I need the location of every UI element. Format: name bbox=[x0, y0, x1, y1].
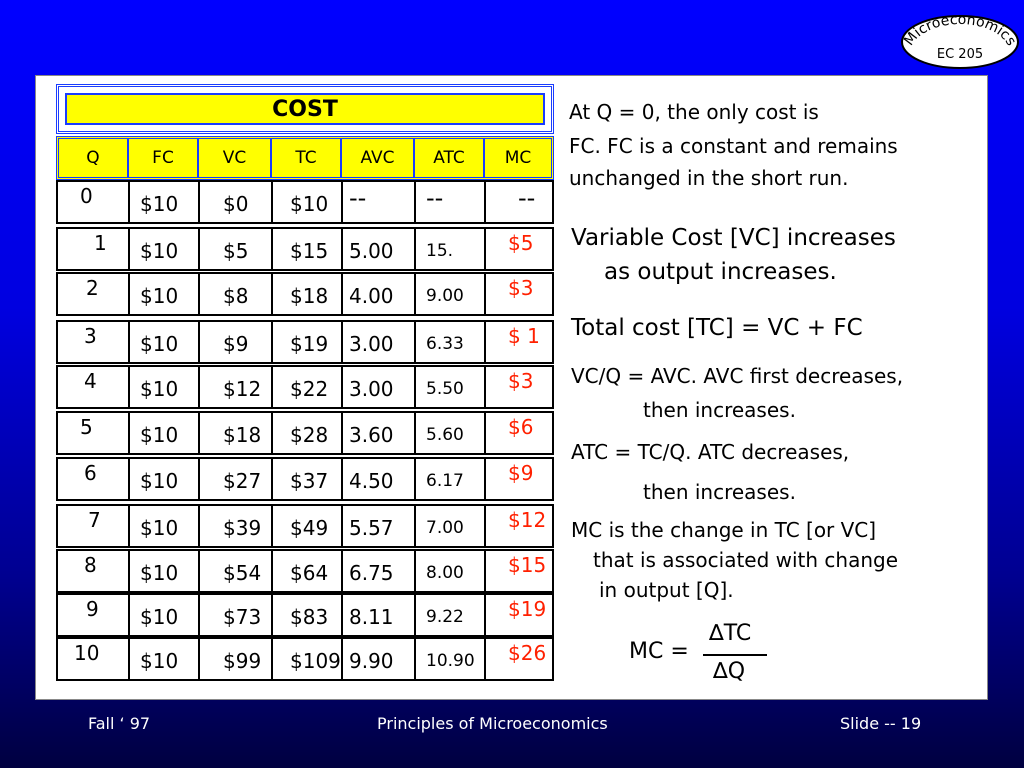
column-divider bbox=[484, 182, 486, 222]
cell-vc: $0 bbox=[223, 192, 249, 216]
column-divider bbox=[128, 367, 130, 407]
column-divider bbox=[271, 506, 273, 546]
cell-mc: $ 1 bbox=[508, 324, 540, 348]
cell-fc: $10 bbox=[140, 605, 179, 629]
table-header-row bbox=[56, 136, 554, 180]
table-row bbox=[56, 549, 554, 593]
column-divider bbox=[341, 595, 343, 635]
header-vc: VC bbox=[199, 139, 272, 177]
cell-atc: 15. bbox=[426, 241, 454, 261]
cell-atc: 9.22 bbox=[426, 607, 464, 627]
cell-mc: $3 bbox=[508, 369, 534, 393]
column-divider bbox=[271, 229, 273, 269]
cell-tc: $37 bbox=[290, 469, 329, 493]
cell-vc: $18 bbox=[223, 423, 262, 447]
column-divider bbox=[198, 322, 200, 362]
column-divider bbox=[341, 506, 343, 546]
column-divider bbox=[128, 595, 130, 635]
cell-vc: $73 bbox=[223, 605, 262, 629]
cell-fc: $10 bbox=[140, 469, 179, 493]
header-mc: MC bbox=[504, 148, 532, 168]
cell-atc: 9.00 bbox=[426, 286, 464, 306]
column-divider bbox=[198, 274, 200, 314]
cost-table bbox=[56, 80, 556, 680]
note-atc-line1: ATC = TC/Q. ATC decreases, bbox=[571, 440, 850, 464]
column-divider bbox=[414, 459, 416, 499]
cell-tc: $109 bbox=[290, 649, 341, 673]
column-divider bbox=[271, 413, 273, 453]
column-divider bbox=[484, 595, 486, 635]
cell-fc: $10 bbox=[140, 423, 179, 447]
cell-tc: $15 bbox=[290, 239, 329, 263]
cell-atc: 7.00 bbox=[426, 518, 464, 538]
column-divider bbox=[414, 595, 416, 635]
cell-mc: $5 bbox=[508, 231, 534, 255]
slide-panel bbox=[35, 75, 988, 700]
footer-course: Principles of Microeconomics bbox=[377, 714, 608, 733]
cell-fc: $10 bbox=[140, 192, 179, 216]
formula-denominator: ∆Q bbox=[713, 659, 746, 684]
cell-vc: $99 bbox=[223, 649, 262, 673]
cell-atc: 5.50 bbox=[426, 379, 464, 399]
cell-tc: $19 bbox=[290, 332, 329, 356]
column-divider bbox=[414, 551, 416, 591]
cell-vc: $54 bbox=[223, 561, 262, 585]
cell-avc: 6.75 bbox=[349, 561, 394, 585]
column-divider bbox=[484, 229, 486, 269]
cell-avc: 9.90 bbox=[349, 649, 394, 673]
cell-mc: $12 bbox=[508, 508, 547, 532]
header-avc: AVC bbox=[342, 139, 415, 177]
note-fc-line3: unchanged in the short run. bbox=[569, 166, 849, 190]
cell-fc: $10 bbox=[140, 516, 179, 540]
cell-atc: -- bbox=[426, 184, 444, 212]
cell-q: 2 bbox=[86, 276, 99, 300]
table-row bbox=[56, 272, 554, 316]
cell-tc: $83 bbox=[290, 605, 329, 629]
column-divider bbox=[414, 229, 416, 269]
header-q: Q bbox=[59, 139, 129, 177]
cell-mc: $6 bbox=[508, 415, 534, 439]
column-divider bbox=[484, 459, 486, 499]
cell-fc: $10 bbox=[140, 377, 179, 401]
note-vc-line1: Variable Cost [VC] increases bbox=[571, 225, 896, 251]
formula-fraction-bar bbox=[703, 654, 767, 656]
column-divider bbox=[414, 322, 416, 362]
cell-tc: $49 bbox=[290, 516, 329, 540]
note-mc-line2: that is associated with change bbox=[593, 548, 899, 572]
cell-vc: $12 bbox=[223, 377, 262, 401]
cell-q: 8 bbox=[84, 553, 97, 577]
mc-formula bbox=[629, 621, 789, 691]
table-title: COST bbox=[65, 93, 545, 125]
table-row bbox=[56, 320, 554, 364]
column-divider bbox=[414, 182, 416, 222]
column-divider bbox=[128, 551, 130, 591]
table-row bbox=[56, 227, 554, 271]
column-divider bbox=[271, 551, 273, 591]
column-divider bbox=[198, 595, 200, 635]
column-divider bbox=[198, 459, 200, 499]
cell-vc: $5 bbox=[223, 239, 249, 263]
column-divider bbox=[128, 274, 130, 314]
cell-mc: $9 bbox=[508, 461, 534, 485]
column-divider bbox=[198, 182, 200, 222]
note-fc-line2: FC. FC is a constant and remains bbox=[569, 134, 898, 158]
column-divider bbox=[484, 367, 486, 407]
note-fc-line1: At Q = 0, the only cost is bbox=[569, 100, 819, 124]
column-divider bbox=[484, 506, 486, 546]
cell-mc: $26 bbox=[508, 641, 547, 665]
formula-numerator: ∆TC bbox=[709, 621, 752, 646]
note-avc-line1: VC/Q = AVC. AVC first decreases, bbox=[571, 364, 904, 388]
cell-fc: $10 bbox=[140, 284, 179, 308]
column-divider bbox=[271, 595, 273, 635]
table-row bbox=[56, 457, 554, 501]
column-divider bbox=[271, 459, 273, 499]
cell-avc: 3.60 bbox=[349, 423, 394, 447]
cell-avc: 3.00 bbox=[349, 332, 394, 356]
cell-q: 7 bbox=[88, 508, 101, 532]
cell-atc: 5.60 bbox=[426, 425, 464, 445]
column-divider bbox=[128, 413, 130, 453]
column-divider bbox=[484, 274, 486, 314]
column-divider bbox=[198, 639, 200, 679]
cell-q: 1 bbox=[94, 231, 107, 255]
cell-tc: $64 bbox=[290, 561, 329, 585]
column-divider bbox=[198, 367, 200, 407]
formula-lhs: MC = bbox=[629, 639, 689, 664]
column-divider bbox=[484, 413, 486, 453]
column-divider bbox=[341, 551, 343, 591]
cell-mc: -- bbox=[518, 184, 536, 212]
cell-tc: $18 bbox=[290, 284, 329, 308]
column-divider bbox=[341, 639, 343, 679]
column-divider bbox=[414, 639, 416, 679]
note-tc: Total cost [TC] = VC + FC bbox=[571, 315, 863, 341]
column-divider bbox=[341, 182, 343, 222]
table-title-frame bbox=[56, 84, 554, 134]
column-divider bbox=[341, 229, 343, 269]
table-row bbox=[56, 504, 554, 548]
cell-q: 5 bbox=[80, 415, 93, 439]
note-mc-line3: in output [Q]. bbox=[599, 578, 734, 602]
cell-q: 3 bbox=[84, 324, 97, 348]
cell-atc: 6.17 bbox=[426, 471, 464, 491]
table-row bbox=[56, 637, 554, 681]
cell-q: 9 bbox=[86, 597, 99, 621]
cell-avc: -- bbox=[349, 184, 367, 212]
cell-fc: $10 bbox=[140, 239, 179, 263]
column-divider bbox=[128, 459, 130, 499]
column-divider bbox=[128, 182, 130, 222]
column-divider bbox=[341, 413, 343, 453]
column-divider bbox=[341, 322, 343, 362]
column-divider bbox=[341, 274, 343, 314]
column-divider bbox=[198, 413, 200, 453]
column-divider bbox=[414, 506, 416, 546]
column-divider bbox=[198, 229, 200, 269]
table-row bbox=[56, 180, 554, 224]
cell-vc: $27 bbox=[223, 469, 262, 493]
column-divider bbox=[414, 413, 416, 453]
course-badge bbox=[895, 2, 1024, 72]
cell-avc: 8.11 bbox=[349, 605, 394, 629]
column-divider bbox=[128, 229, 130, 269]
cell-vc: $39 bbox=[223, 516, 262, 540]
column-divider bbox=[128, 506, 130, 546]
column-divider bbox=[484, 639, 486, 679]
course-badge-graphic bbox=[895, 2, 1024, 72]
cell-mc: $19 bbox=[508, 597, 547, 621]
cell-q: 4 bbox=[84, 369, 97, 393]
cell-atc: 8.00 bbox=[426, 563, 464, 583]
cell-mc: $15 bbox=[508, 553, 547, 577]
badge-arc-text: Microeconomics bbox=[901, 11, 1019, 49]
note-avc-line2: then increases. bbox=[643, 398, 796, 422]
cell-vc: $9 bbox=[223, 332, 249, 356]
cell-fc: $10 bbox=[140, 561, 179, 585]
cell-fc: $10 bbox=[140, 332, 179, 356]
cell-avc: 5.57 bbox=[349, 516, 394, 540]
note-atc-line2: then increases. bbox=[643, 480, 796, 504]
column-divider bbox=[271, 367, 273, 407]
cell-fc: $10 bbox=[140, 649, 179, 673]
cell-tc: $28 bbox=[290, 423, 329, 447]
header-atc: ATC bbox=[415, 139, 485, 177]
footer-date: Fall ‘ 97 bbox=[88, 714, 151, 733]
table-row bbox=[56, 365, 554, 409]
cell-mc: $3 bbox=[508, 276, 534, 300]
cell-tc: $10 bbox=[290, 192, 329, 216]
table-row bbox=[56, 593, 554, 637]
column-divider bbox=[271, 182, 273, 222]
column-divider bbox=[414, 274, 416, 314]
column-divider bbox=[198, 506, 200, 546]
column-divider bbox=[271, 639, 273, 679]
column-divider bbox=[484, 322, 486, 362]
column-divider bbox=[128, 322, 130, 362]
column-divider bbox=[484, 551, 486, 591]
column-divider bbox=[271, 322, 273, 362]
cell-q: 6 bbox=[84, 461, 97, 485]
column-divider bbox=[341, 367, 343, 407]
footer-slide-number: Slide -- 19 bbox=[840, 714, 922, 733]
column-divider bbox=[128, 639, 130, 679]
note-vc-line2: as output increases. bbox=[604, 259, 837, 285]
cell-atc: 6.33 bbox=[426, 334, 464, 354]
table-row bbox=[56, 411, 554, 455]
column-divider bbox=[271, 274, 273, 314]
cell-q: 10 bbox=[74, 641, 100, 665]
column-divider bbox=[414, 367, 416, 407]
column-divider bbox=[198, 551, 200, 591]
cell-atc: 10.90 bbox=[426, 651, 475, 671]
cell-q: 0 bbox=[80, 184, 93, 208]
cell-avc: 3.00 bbox=[349, 377, 394, 401]
header-tc: TC bbox=[272, 139, 342, 177]
cell-avc: 4.00 bbox=[349, 284, 394, 308]
note-mc-line1: MC is the change in TC [or VC] bbox=[571, 518, 877, 542]
badge-course-code: EC 205 bbox=[936, 47, 984, 62]
header-fc: FC bbox=[129, 139, 199, 177]
column-divider bbox=[341, 459, 343, 499]
cell-tc: $22 bbox=[290, 377, 329, 401]
cell-avc: 5.00 bbox=[349, 239, 394, 263]
cell-vc: $8 bbox=[223, 284, 249, 308]
cell-avc: 4.50 bbox=[349, 469, 394, 493]
